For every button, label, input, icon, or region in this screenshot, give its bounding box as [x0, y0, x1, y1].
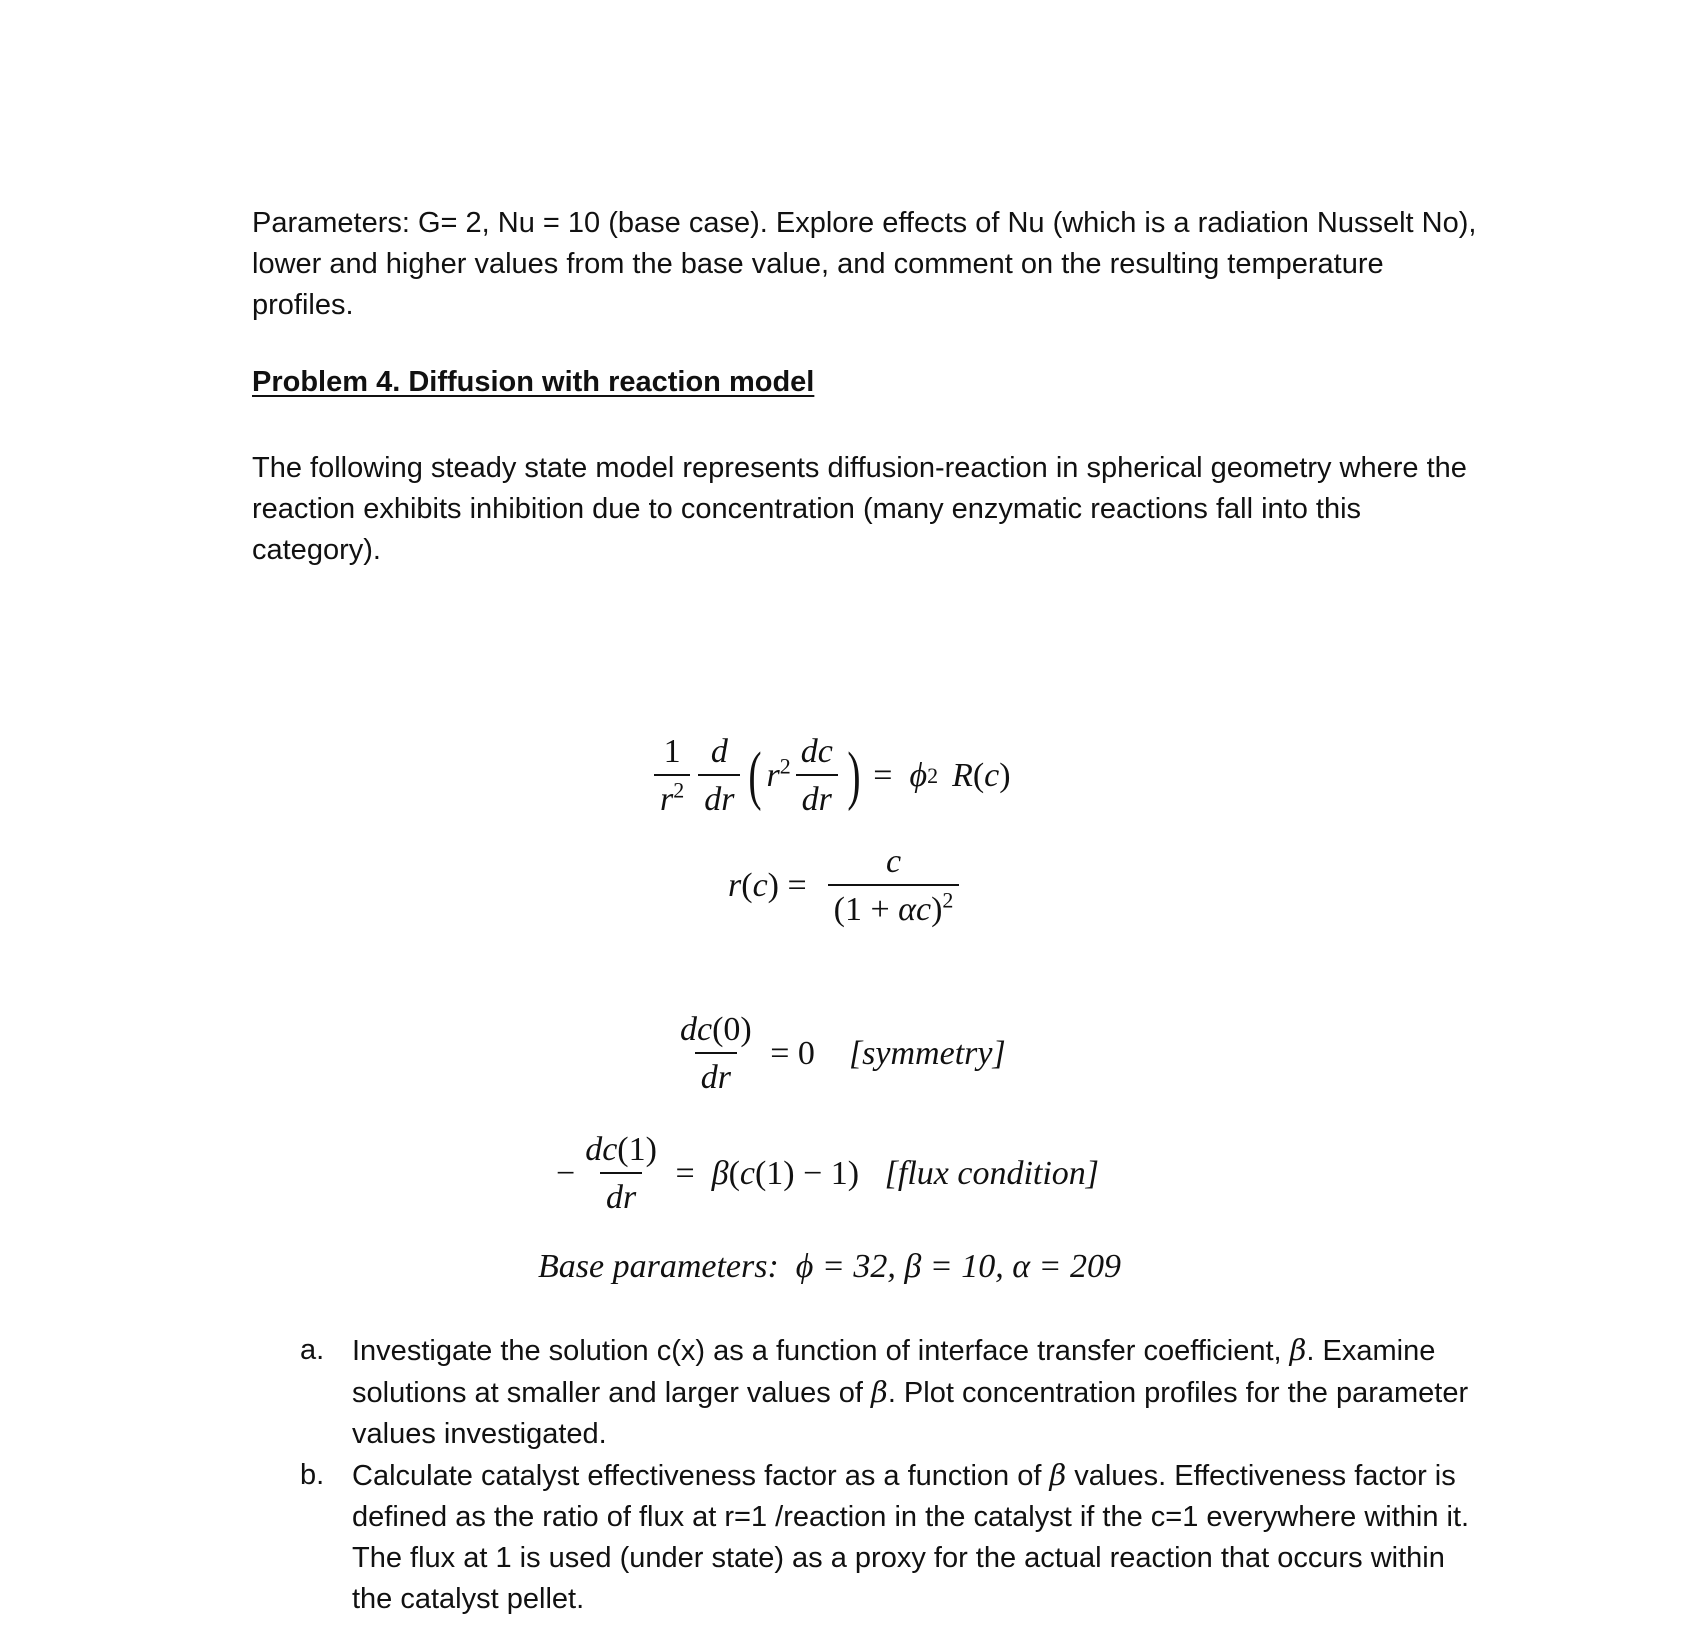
base-parameters-label: Base parameters: [538, 1248, 779, 1285]
list-item-text: Calculate catalyst effectiveness factor as a function of β values. Effectiveness factor is defined as the ratio of flux at r=1 /reaction in the catalyst if the c=1 everywhere within it. The flux at 1 is used (under state) as a proxy for the actual reaction that occurs within the catalyst pellet. [352, 1458, 1470, 1615]
base-parameters-values: ϕ = 32, β = 10, α = 209 [795, 1248, 1122, 1285]
problem-description: The following steady state model represents diffusion-reaction in spherical geometry where the reaction exhibits inhibition due to concentration (many enzymatic reactions fall into this category). [252, 452, 1467, 566]
rate-equation: r ( c ) = $\frac{c}{(1 + \alpha c)^2}$ [728, 842, 963, 930]
list-marker: a. [300, 1334, 325, 1366]
symmetry-boundary-condition: $\frac{dc(0)}{dr}$ = 0 [symmetry] [680, 1011, 1006, 1096]
problem-heading: Problem 4. Diffusion with reaction model [252, 366, 815, 398]
list-marker: b. [300, 1459, 325, 1491]
base-parameters [538, 1248, 1121, 1286]
list-item [300, 1455, 1490, 1620]
diffusion-equation: $\frac{1}{r^2}$ $\frac{d}{dr}$ ( $r^2$ $\frac{dc}{dr}$ ) = ϕ 2 R ( c ) [650, 732, 1011, 820]
list-item [300, 1330, 1490, 1455]
flux-label: [flux condition] [884, 1155, 1100, 1192]
flux-boundary-condition: − $\frac{dc(1)}{dr}$ = β ( c (1) − 1) [flux condition] [556, 1131, 1100, 1216]
symmetry-label: [symmetry] [848, 1035, 1006, 1072]
list-item-text: Investigate the solution c(x) as a function of interface transfer coefficient, β. Examine solutions at smaller and larger values of β. Plot concentration profiles for the parameter values investigated. [352, 1333, 1469, 1450]
intro-paragraph: Parameters: G= 2, Nu = 10 (base case). Explore effects of Nu (which is a radiation Nusselt No), lower and higher values from the base value, and comment on the resulting temperature profiles. [252, 207, 1477, 321]
task-list [300, 1330, 1490, 1620]
